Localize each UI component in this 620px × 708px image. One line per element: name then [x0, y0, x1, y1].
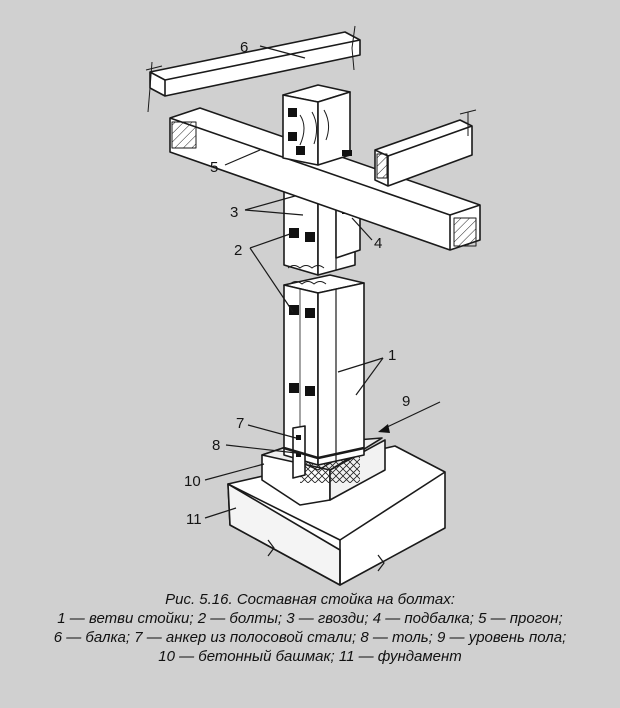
label-9: 9	[402, 393, 411, 410]
caption-title: Рис. 5.16. Составная стойка на болтах:	[165, 591, 455, 608]
label-2: 2	[234, 242, 243, 259]
post-head	[283, 85, 352, 165]
label-10: 10	[184, 473, 201, 490]
caption-line-1: 1 — ветви стойки; 2 — болты; 3 — гвозди; 4 — подбалка; 5 — прогон;	[57, 610, 563, 627]
figure-caption	[0, 590, 620, 666]
label-6: 6	[240, 39, 249, 56]
caption-line-2: 6 — балка; 7 — анкер из полосовой стали; 8 — толь; 9 — уровень пола;	[53, 629, 567, 646]
label-7: 7	[236, 415, 245, 432]
label-1: 1	[388, 347, 397, 364]
label-4: 4	[374, 235, 383, 252]
label-3: 3	[230, 204, 239, 221]
caption-line-3: 10 — бетонный башмак; 11 — фундамент	[158, 648, 462, 665]
label-8: 8	[212, 437, 221, 454]
label-5: 5	[210, 159, 219, 176]
cross-beam-right	[375, 110, 476, 186]
label-11: 11	[186, 511, 202, 528]
